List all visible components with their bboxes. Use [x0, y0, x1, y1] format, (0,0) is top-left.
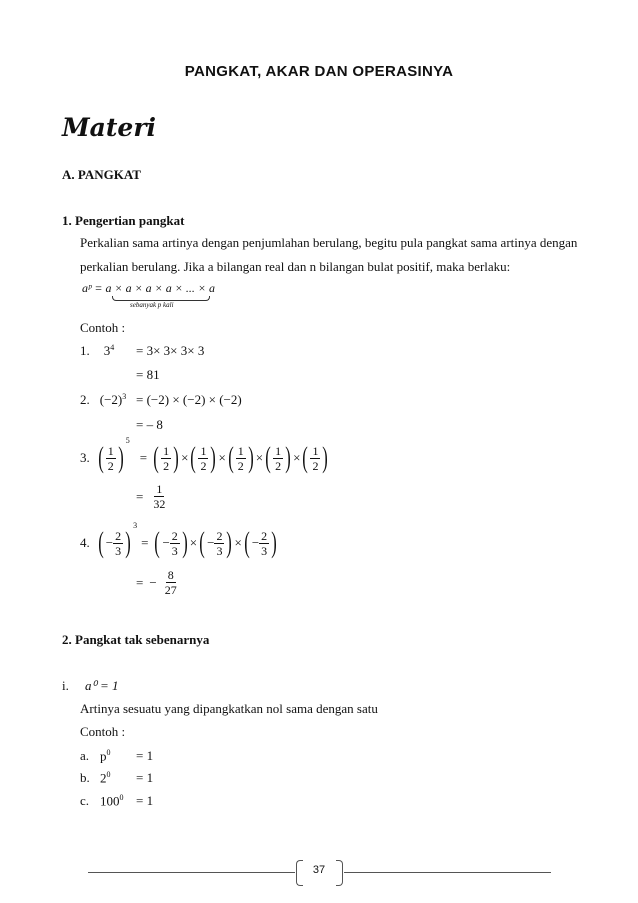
example-2 — [80, 392, 126, 408]
example-1 — [80, 343, 114, 359]
example-3-result: = $\frac{1}{32}$ — [136, 482, 166, 511]
zero-example-b-base: $2^0$ — [100, 770, 111, 786]
power-formula: aᵖ = a × a × a × a × ... × a — [82, 281, 215, 295]
footer-bracket-left — [296, 860, 303, 886]
example-3-number: 3. — [80, 450, 90, 465]
example-4-exp: 3 — [133, 521, 138, 530]
section-a-heading: A. PANGKAT — [62, 167, 141, 182]
example-2-base: (−2) — [99, 392, 123, 407]
example-1-exp: 4 — [110, 343, 115, 352]
zero-example-c-base: $100^0$ — [100, 793, 124, 809]
footer-bracket-right — [336, 860, 343, 886]
example-1-number: 1. — [80, 343, 90, 358]
example-3-result-fraction: $\frac{1}{32}$ — [153, 482, 166, 511]
example-4-base-fraction: $\frac{2}{3}$ — [115, 528, 122, 558]
paragraph-line-1: Perkalian sama artinya dengan penjumlahan berulang, begitu pula pangkat sama artinya dengan — [80, 235, 578, 250]
subsection-2-heading: 2. Pangkat tak sebenarnya — [62, 632, 210, 647]
example-4-result: = − $\frac{8}{27}$ — [136, 568, 177, 597]
example-2-rhs1: = (−2) × (−2) × (−2) — [136, 392, 242, 407]
example-3-exp: 5 — [125, 436, 130, 445]
page-title: PANGKAT, AKAR DAN OPERASINYA — [184, 63, 454, 80]
example-4: 4. ( − $\frac{2}{3}$ ) $^3$ = ( − $\frac{2}{3}$ ) × ( − $\frac{2}{3}$ ) × ( − $\frac{2}{3}$ ) — [80, 521, 277, 559]
example-1-base: 3 — [103, 343, 111, 358]
example-2-number: 2. — [80, 392, 90, 407]
contoh-label-2: Contoh : — [80, 724, 126, 739]
example-4-equals: = — [141, 535, 149, 550]
zero-example-c-rhs: = 1 — [136, 793, 154, 808]
zero-example-a-label: a. — [80, 748, 90, 763]
example-4-number: 4. — [80, 535, 90, 550]
example-1-rhs1: = 3× 3× 3× 3 — [136, 343, 205, 358]
example-2-rhs2: = – 8 — [136, 417, 163, 432]
zero-example-c-label: c. — [80, 793, 90, 808]
zero-example-a-base: $p^0$ — [100, 748, 111, 764]
footer-line-left — [88, 872, 295, 873]
paragraph-line-2: perkalian berulang. Jika a bilangan real dan n bilangan bulat positif, maka berlaku: — [80, 259, 511, 274]
item-i-label: i. — [62, 678, 69, 693]
example-4-result-fraction: $\frac{8}{27}$ — [164, 568, 177, 597]
example-3: 3. ( $\frac{1}{2}$ ) $^5$ = ( $\frac{1}{2}$ ) × ( $\frac{1}{2}$ ) × ( $\frac{1}{2}$ ) × ( $\frac{1}{2}$ ) × ( $\frac{1}{2}$ ) — [80, 436, 329, 474]
item-i-description: Artinya sesuatu yang dipangkatkan nol sama dengan satu — [80, 701, 378, 716]
footer-line-right — [344, 872, 551, 873]
zero-example-b-rhs: = 1 — [136, 770, 154, 785]
example-1-rhs2: = 81 — [136, 367, 160, 382]
contoh-label-1: Contoh : — [80, 320, 126, 335]
zero-example-a-rhs: = 1 — [136, 748, 154, 763]
page-number: 37 — [312, 864, 326, 876]
example-2-exp: 3 — [122, 392, 127, 401]
subsection-1-heading: 1. Pengertian pangkat — [62, 213, 185, 228]
example-3-equals: = — [139, 450, 148, 465]
underbrace-label: sebanyak p kali — [130, 301, 174, 309]
zero-example-b-label: b. — [80, 770, 90, 785]
materi-heading: Materi — [62, 113, 156, 142]
item-i-formula: a⁰ = 1 — [85, 678, 119, 693]
example-3-base-fraction: $\frac{1}{2}$ — [107, 443, 114, 473]
